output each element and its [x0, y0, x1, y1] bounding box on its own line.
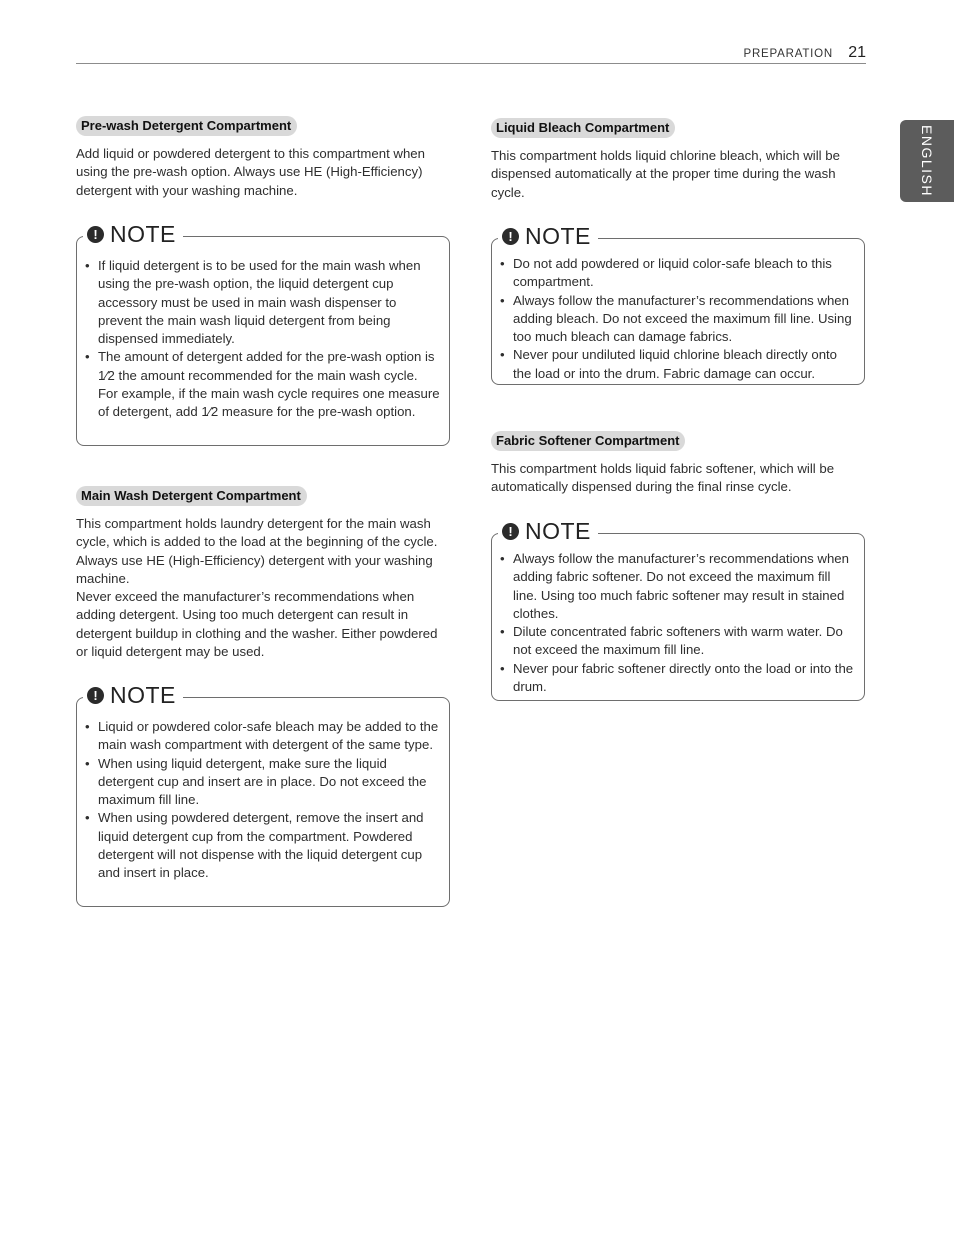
- list-item: • Never pour fabric softener directly onto the load or into the drum.: [500, 660, 856, 697]
- note-header: [498, 517, 598, 545]
- language-tab-label: ENGLISH: [919, 125, 935, 197]
- list-item: • If liquid detergent is to be used for the main wash when using the pre-wash option, the liquid detergent cup accessory must be used in main wash dispenser to prevent the main wash liquid detergent from being dispensed immediately.: [85, 257, 441, 348]
- language-tab: [900, 120, 954, 202]
- list-item: • Always follow the manufacturer’s recommendations when adding fabric softener. Do not exceed the maximum fill line. Using too much fabric softener may result in stained clothes.: [500, 550, 856, 623]
- list-item: • When using liquid detergent, make sure the liquid detergent cup and insert are in place. Do not exceed the maximum fill line.: [85, 755, 441, 810]
- note-title: NOTE: [110, 682, 176, 708]
- alert-icon: !: [502, 523, 519, 540]
- note-list: [500, 255, 856, 383]
- header-section-label: PREPARATION: [743, 48, 833, 60]
- bleach-note-box: [491, 223, 865, 385]
- note-list: [85, 718, 441, 883]
- list-item: • Never pour undiluted liquid chlorine bleach directly onto the load or into the drum. Fabric damage can occur.: [500, 346, 856, 383]
- note-list: [85, 257, 441, 422]
- note-title: NOTE: [525, 223, 591, 249]
- mainwash-heading: Main Wash Detergent Compartment: [76, 486, 307, 506]
- right-column: [491, 0, 865, 1235]
- prewash-heading: Pre-wash Detergent Compartment: [76, 116, 297, 136]
- mainwash-body-2: Never exceed the manufacturer’s recommendations when adding detergent. Using too much detergent can result in detergent buildup in clothing and the washer. Either powdered or liquid detergent may be used.: [76, 589, 438, 659]
- note-title: NOTE: [525, 518, 591, 544]
- list-item: • Do not add powdered or liquid color-safe bleach to this compartment.: [500, 255, 856, 292]
- alert-icon: !: [502, 228, 519, 245]
- list-item: • Always follow the manufacturer’s recommendations when adding bleach. Do not exceed the maximum fill line. Using too much bleach can damage fabrics.: [500, 292, 856, 347]
- softener-body: This compartment holds liquid fabric softener, which will be automatically dispensed during the final rinse cycle.: [491, 461, 835, 495]
- list-item: • When using powdered detergent, remove the insert and liquid detergent cup from the compartment. Powdered detergent will not dispense with the liquid detergent cup and insert in place.: [85, 809, 441, 882]
- bleach-heading: Liquid Bleach Compartment: [491, 118, 675, 138]
- mainwash-body: This compartment holds laundry detergent for the main wash cycle, which is added to the load at the beginning of the cycle. Always use HE (High-Efficiency) detergent with your washing machine.: [76, 516, 438, 586]
- note-header: [498, 222, 598, 250]
- note-header: [83, 681, 183, 709]
- note-title: NOTE: [110, 221, 176, 247]
- list-item: • The amount of detergent added for the pre-wash option is 1⁄2 the amount recommended for the main wash cycle. For example, if the main wash cycle requires one measure of detergent, add 1⁄2 measure for the pre-wash option.: [85, 348, 441, 421]
- note-header: [83, 220, 183, 248]
- left-column: [76, 0, 450, 1235]
- prewash-note-box: [76, 221, 450, 446]
- mainwash-note-box: [76, 682, 450, 907]
- note-list: [500, 550, 856, 696]
- softener-note-box: [491, 518, 865, 701]
- bleach-body: This compartment holds liquid chlorine bleach, which will be dispensed automatically at the proper time during the wash cycle.: [491, 148, 840, 200]
- alert-icon: !: [87, 226, 104, 243]
- page-number: 21: [848, 44, 866, 61]
- softener-heading: Fabric Softener Compartment: [491, 431, 685, 451]
- list-item: • Dilute concentrated fabric softeners with warm water. Do not exceed the maximum fill line.: [500, 623, 856, 660]
- prewash-body: Add liquid or powdered detergent to this compartment when using the pre-wash option. Always use HE (High-Efficiency) detergent with your washing machine.: [76, 146, 425, 198]
- list-item: • Liquid or powdered color-safe bleach may be added to the main wash compartment with detergent of the same type.: [85, 718, 441, 755]
- alert-icon: !: [87, 687, 104, 704]
